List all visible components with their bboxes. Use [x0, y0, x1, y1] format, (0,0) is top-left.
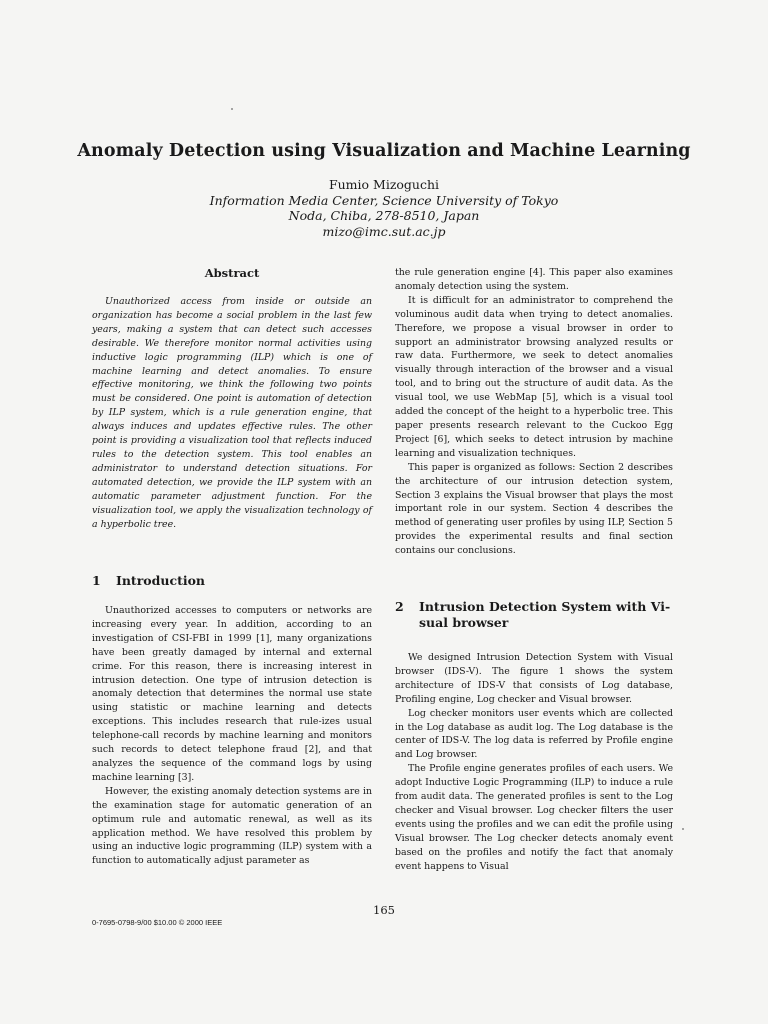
section-1-number: 1 [92, 573, 101, 588]
author-block [0, 177, 768, 239]
right-column-top [395, 266, 673, 558]
sec2-paragraph-3: The Profile engine generates profiles of each users. We adopt Inductive Logic Programming (ILP) to induce a rule from audit data. The generated profiles is sent to the Log checker and Visual browser. Log checker filters the user events using the profiles and we can edit the profile using Visual browser. The Log checker detects anomaly event based on the profiles and notify the fact that anomaly event happens to Visual [395, 763, 673, 872]
scan-speck [682, 828, 684, 830]
scan-speck [231, 108, 233, 110]
abstract-paragraph: Unauthorized access from inside or outside an organization has become a social problem in the last few years, making a system that can detect such accesses desirable. We therefore monitor normal activities using inductive logic programming (ILP) which is one of machine learning and detect anomalies. To ensure effective monitoring, we think the following two points must be considered. One point is automation of detection by ILP system, which is a rule generation engine, that always induces and updates effective rules. The other point is providing a visualization tool that reflects induced rules to the detection system. This tool enables an administrator to understand detection situations. For automated detection, we provide the ILP system with an automatic parameter adjustment function. For the visualization tool, we apply the visualization technology of a hyperbolic tree. [92, 296, 372, 530]
intro-paragraph-2: However, the existing anomaly detection systems are in the examination stage for automatic generation of an optimum rule and automatic renewal, as well as its application method. We have resolved this problem by using an inductive logic programming (ILP) system with a function to automatically adjust parameter as [92, 785, 372, 867]
section-2-title-line2: sual browser [419, 615, 509, 630]
sec2-paragraph-1: We designed Intrusion Detection System with Visual browser (IDS-V). The figure 1 shows the system architecture of IDS-V that consists of Log database, Profiling engine, Log checker and Visual browser. [395, 652, 673, 705]
abstract-body [92, 295, 372, 531]
section-1-title: Introduction [116, 573, 206, 588]
copyright-footer: 0-7695-0798-9/00 $10.00 © 2000 IEEE [92, 918, 223, 927]
section-2-body [395, 651, 673, 874]
sec2-paragraph-2: Log checker monitors user events which are collected in the Log database as audit log. The Log database is the center of IDS-V. The log data is referred by Profile engine and Log browser. [395, 707, 673, 761]
author-email: mizo@imc.sut.ac.jp [322, 223, 446, 239]
page-number: 165 [373, 903, 395, 917]
paper-title: Anomaly Detection using Visualization and Machine Learning [77, 141, 691, 161]
author-affiliation: Information Media Center, Science University of Tokyo [209, 192, 559, 208]
right-paragraph-3: This paper is organized as follows: Section 2 describes the architecture of our intrusion detection system, Section 3 explains the Visual browser that plays the most important role in our system. Section 4 describes the method of generating user profiles by using ILP, Section 5 provides the experimental results and final section contains our conclusions. [395, 461, 673, 557]
section-1-heading [92, 573, 372, 589]
right-paragraph-2: It is difficult for an administrator to comprehend the voluminous audit data when trying to detect anomalies. Therefore, we propose a visual browser in order to support an administrator browsing analyzed results or raw data. Furthermore, we seek to detect anomalies visually through interaction of the browser and a visual tool, and to bring out the structure of audit data. As the visual tool, we use WebMap [5], which is a visual tool added the concept of the height to a hyperbolic tree. This paper presents research relevant to the Cuckoo Egg Project [6], which seeks to detect intrusion by machine learning and visualization techniques. [395, 294, 673, 459]
introduction-body [92, 604, 372, 868]
section-2-heading [395, 599, 673, 631]
author-name: Fumio Mizoguchi [328, 177, 440, 192]
abstract-heading: Abstract [204, 266, 260, 280]
section-2-title-line1: Intrusion Detection System with Vi- [419, 599, 671, 614]
intro-paragraph-1: Unauthorized accesses to computers or networks are increasing every year. In addition, according to an investigation of CSI-FBI in 1999 [1], many organizations have been greatly damaged by internal and external crime. For this reason, there is increasing interest in intrusion detection. One type of intrusion detection is anomaly detection that determines the normal use state using statistic or machine learning and detects exceptions. This includes research that rule-izes usual telephone-call records by machine learning and monitors such records to detect telephone fraud [2], and that analyzes the sequence of the command logs by using machine learning [3]. [92, 605, 372, 783]
right-paragraph-1: the rule generation engine [4]. This paper also examines anomaly detection using the system. [395, 267, 673, 292]
section-2-number: 2 [395, 599, 404, 614]
author-address: Noda, Chiba, 278-8510, Japan [288, 208, 480, 223]
